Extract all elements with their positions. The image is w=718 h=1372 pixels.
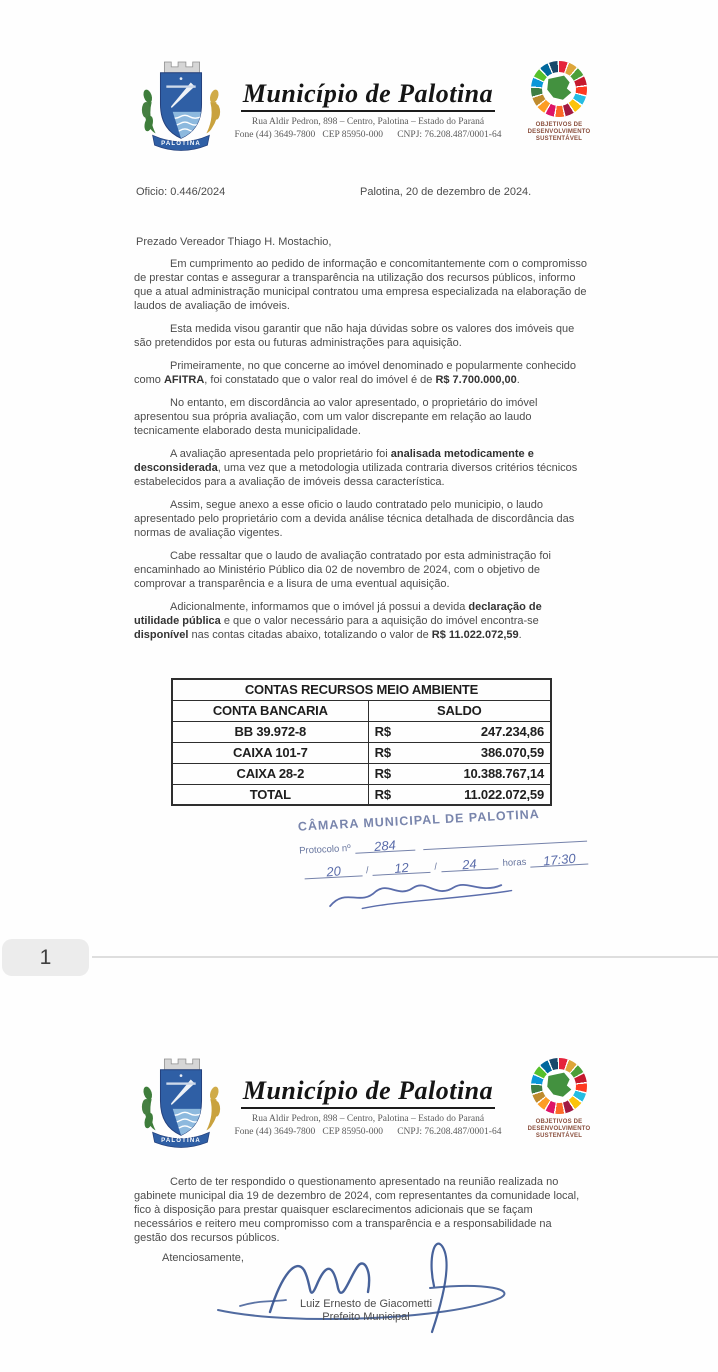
palotina-coat-of-arms-icon <box>137 57 225 153</box>
letterhead <box>0 55 718 167</box>
paragraph: Primeiramente, no que concerne ao imóvel denominado e popularmente conhecido como AFITRA, foi constatado que o valor real do imóvel é de R$ 7.700.000,00. <box>134 360 577 386</box>
signer-name: Luiz Ernesto de Giacometti <box>299 1298 433 1310</box>
sdg-wheel-icon <box>531 61 587 117</box>
balance-cell: 10.388.767,14 <box>408 763 551 784</box>
hours-field <box>530 851 588 868</box>
accounts-table <box>171 678 552 806</box>
protocol-number-handwritten: 284 <box>373 837 397 855</box>
letterhead-title-block <box>226 79 510 141</box>
date-separator: / <box>365 865 369 877</box>
address-line-1: Rua Aldir Pedron, 898 – Centro, Palotina – Estado do Paraná <box>251 117 485 127</box>
accounts-table-title: CONTAS RECURSOS MEIO AMBIENTE <box>172 679 551 700</box>
letterhead-title-block <box>226 1076 510 1138</box>
account-name-cell: CAIXA 101-7 <box>172 742 368 763</box>
paragraph: Assim, segue anexo a esse oficio o laudo contratado pelo municipio, o laudo apresentado pelo proprietário com a devida análise técnica detalhada de discordância das normas de avaliação vigentes. <box>134 499 575 539</box>
greeting: Prezado Vereador Thiago H. Mostachio, <box>136 236 332 248</box>
address-line-2: Fone (44) 3649-7800 CEP 85950-000 CNPJ: 76.208.487/0001-64 <box>234 1127 502 1137</box>
account-row <box>172 784 551 805</box>
protocol-label: Protocolo nº <box>298 842 351 857</box>
date-day-handwritten: 20 <box>325 863 342 880</box>
date-year-handwritten: 24 <box>461 856 478 873</box>
paragraph: Em cumprimento ao pedido de informação e concomitantemente com o compromisso de prestar contas e assegurar a transparência na utilização dos recursos públicos, informo que a atual administração municipal contratou uma empresa especializada na elaboração de laudos de avaliação de imóveis. <box>134 258 587 312</box>
date-year-field <box>441 855 499 872</box>
address-line-1: Rua Aldir Pedron, 898 – Centro, Palotina – Estado do Paraná <box>251 1114 485 1124</box>
balance-cell: 11.022.072,59 <box>408 784 551 805</box>
paragraph: Adicionalmente, informamos que o imóvel já possui a devida declaração de utilidade pública e que o valor necessário para a aquisição do imóvel encontra-se disponível nas contas citadas abaixo, totalizando o valor de R$ 11.022.072,59. <box>134 601 542 641</box>
paragraph: No entanto, em discordância ao valor apresentado, o proprietário do imóvel apresentou sua própria avaliação, com um valor discrepante em relação ao laudo tecnicamente elaborado desta municipalidade. <box>134 397 538 437</box>
protocol-stamp <box>298 804 595 920</box>
balance-cell: 247.234,86 <box>408 721 551 742</box>
stamp-org-name: CÂMARA MUNICIPAL DE PALOTINA <box>297 807 541 834</box>
account-row <box>172 742 551 763</box>
page-number-badge: 1 <box>2 939 89 976</box>
paragraph: A avaliação apresentada pelo proprietário foi analisada metodicamente e desconsiderada, uma vez que a metodologia utilizada contraria diversos critérios técnicos estabelecidos para a avaliação de imóveis dessa característica. <box>134 448 578 488</box>
hours-handwritten: 17:30 <box>542 850 577 869</box>
currency-cell: R$ <box>368 721 408 742</box>
column-header-account: CONTA BANCARIA <box>172 700 368 721</box>
palotina-coat-of-arms-icon <box>137 1054 225 1150</box>
sdg-logo <box>517 61 601 143</box>
page-separator-line <box>92 956 718 958</box>
date-day-field <box>304 862 362 879</box>
city-and-date: Palotina, 20 de dezembro de 2024. <box>360 186 532 198</box>
signer-title: Prefeito Municipal <box>322 1311 410 1323</box>
account-name-cell: CAIXA 28-2 <box>172 763 368 784</box>
paragraph: Esta medida visou garantir que não haja dúvidas sobre os valores dos imóveis que são pretendidos por esta ou futuras administrações para aquisição. <box>134 323 575 349</box>
balance-cell: 386.070,59 <box>408 742 551 763</box>
column-header-balance: SALDO <box>368 700 551 721</box>
protocol-number-field <box>354 837 415 854</box>
sdg-caption: OBJETIVOS DE DESENVOLVIMENTO SUSTENTÁVEL <box>527 122 591 142</box>
letter-body <box>134 257 587 651</box>
hours-label: horas <box>502 856 527 870</box>
municipality-title: Município de Palotina <box>241 79 495 112</box>
closing-salutation: Atenciosamente, <box>162 1252 244 1264</box>
account-row <box>172 721 551 742</box>
oficio-number: Oficio: 0.446/2024 <box>136 186 226 198</box>
sdg-logo <box>517 1058 601 1140</box>
crest-banner-text: PALOTINA <box>161 1138 201 1145</box>
date-separator: / <box>434 861 438 873</box>
mayor-signature-scribble <box>200 1240 530 1340</box>
currency-cell: R$ <box>368 763 408 784</box>
currency-cell: R$ <box>368 742 408 763</box>
account-row <box>172 763 551 784</box>
date-month-handwritten: 12 <box>393 859 410 876</box>
letterhead <box>0 1052 718 1164</box>
protocol-blank-line <box>423 841 587 851</box>
sdg-caption: OBJETIVOS DE DESENVOLVIMENTO SUSTENTÁVEL <box>527 1119 591 1139</box>
sdg-wheel-icon <box>531 1058 587 1114</box>
currency-cell: R$ <box>368 784 408 805</box>
paragraph: Cabe ressaltar que o laudo de avaliação contratado por esta administração foi encaminhado ao Ministério Público dia 02 de novembro de 2024, com o objetivo de comprovar a transparência e a lisura de uma eventual aquisição. <box>134 550 551 590</box>
address-line-2: Fone (44) 3649-7800 CEP 85950-000 CNPJ: 76.208.487/0001-64 <box>234 130 502 140</box>
sdg-map-shape <box>545 1071 573 1099</box>
date-month-field <box>372 859 430 876</box>
signature-block <box>226 1298 506 1324</box>
municipality-title: Município de Palotina <box>241 1076 495 1109</box>
account-name-cell: TOTAL <box>172 784 368 805</box>
sdg-map-shape <box>545 74 573 102</box>
account-name-cell: BB 39.972-8 <box>172 721 368 742</box>
crest-banner-text: PALOTINA <box>161 141 201 148</box>
paragraph: Certo de ter respondido o questionamento apresentado na reunião realizada no gabinete municipal dia 19 de dezembro de 2024, com representantes da comunidade local, fico à disposição para prestar quaisquer esclarecimentos adicionais que se façam necessários e reitero meu compromisso com a transparência e a responsabilidade na gestão dos recursos públicos. <box>134 1176 580 1244</box>
